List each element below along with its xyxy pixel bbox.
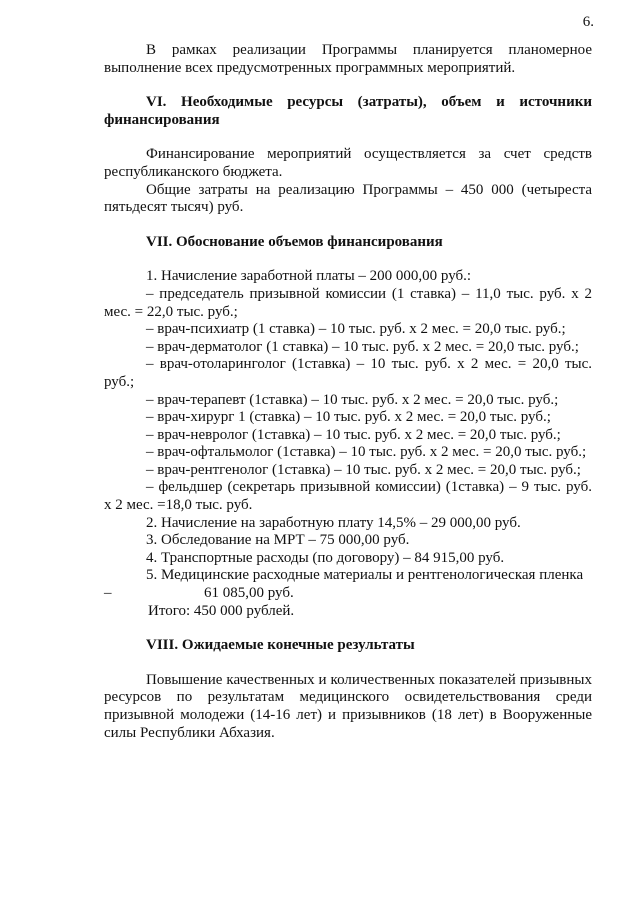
staff-item: – врач-хирург 1 (ставка) – 10 тыс. руб. х 2 мес. = 20,0 тыс. руб.; [146, 409, 551, 426]
staff-item: – врач-психиатр (1 ставка) – 10 тыс. руб. х 2 мес. = 20,0 тыс. руб.; [146, 321, 566, 338]
item-5-dash: – [104, 585, 112, 602]
item-1-salary: 1. Начисление заработной платы – 200 000,00 руб.: [146, 268, 472, 285]
item-3-mri: 3. Обследование на МРТ – 75 000,00 руб. [146, 532, 410, 549]
item-5-amount: 61 085,00 руб. [204, 585, 294, 602]
staff-item: – врач-невролог (1ставка) – 10 тыс. руб. х 2 мес. = 20,0 тыс. руб.; [146, 426, 561, 443]
staff-item: – врач-дерматолог (1 ставка) – 10 тыс. руб. х 2 мес. = 20,0 тыс. руб.; [146, 338, 579, 355]
staff-item: – председатель призывной комиссии (1 ставка) – 11,0 тыс. руб. х 2 мес. = 22,0 тыс. руб.; [104, 285, 592, 320]
item-5-medical-supplies: 5. Медицинские расходные материалы и рентгенологическая пленка [146, 567, 584, 584]
section-7-heading: VII. Обоснование объемов финансирования [146, 233, 443, 250]
staff-item: – врач-отоларинголог (1ставка) – 10 тыс. руб. х 2 мес. = 20,0 тыс. руб.; [104, 356, 592, 390]
page-number: 6. [582, 14, 594, 30]
staff-item: – врач-рентгенолог (1ставка) – 10 тыс. руб. х 2 мес. = 20,0 тыс. руб.; [146, 461, 581, 478]
staff-item: – врач-терапевт (1ставка) – 10 тыс. руб. х 2 мес. = 20,0 тыс. руб.; [146, 391, 559, 408]
section-6-paragraph-2: Общие затраты на реализацию Программы – 450 000 (четыреста пятьдесят тысяч) руб. [104, 181, 592, 216]
section-6-heading: VI. Необходимые ресурсы (затраты), объем и источники финансирования [104, 94, 592, 128]
item-5-amount-line [104, 585, 592, 603]
section-6-paragraph-1: Финансирование мероприятий осуществляется за счет средств республиканского бюджета. [104, 146, 592, 180]
staff-item: – врач-офтальмолог (1ставка) – 10 тыс. руб. х 2 мес. = 20,0 тыс. руб.; [146, 444, 587, 461]
total-line: Итого: 450 000 рублей. [148, 602, 295, 619]
section-8-paragraph: Повышение качественных и количественных показателей призывных ресурсов по результатам медицинского освидетельствования среди призывной молодежи (14-16 лет) и призывников (18 лет) в Вооруженные силы Республики Абхазия. [104, 671, 592, 741]
item-2-payroll-tax: 2. Начисление на заработную плату 14,5% – 29 000,00 руб. [146, 514, 521, 531]
document-body [104, 42, 592, 742]
intro-paragraph: В рамках реализации Программы планируется планомерное выполнение всех предусмотренных программных мероприятий. [104, 42, 592, 76]
section-8-heading: VIII. Ожидаемые конечные результаты [146, 637, 415, 654]
item-4-transport: 4. Транспортные расходы (по договору) – 84 915,00 руб. [146, 549, 505, 566]
staff-item: – фельдшер (секретарь призывной комиссии) (1ставка) – 9 тыс. руб. х 2 мес. =18,0 тыс. руб. [104, 479, 592, 514]
